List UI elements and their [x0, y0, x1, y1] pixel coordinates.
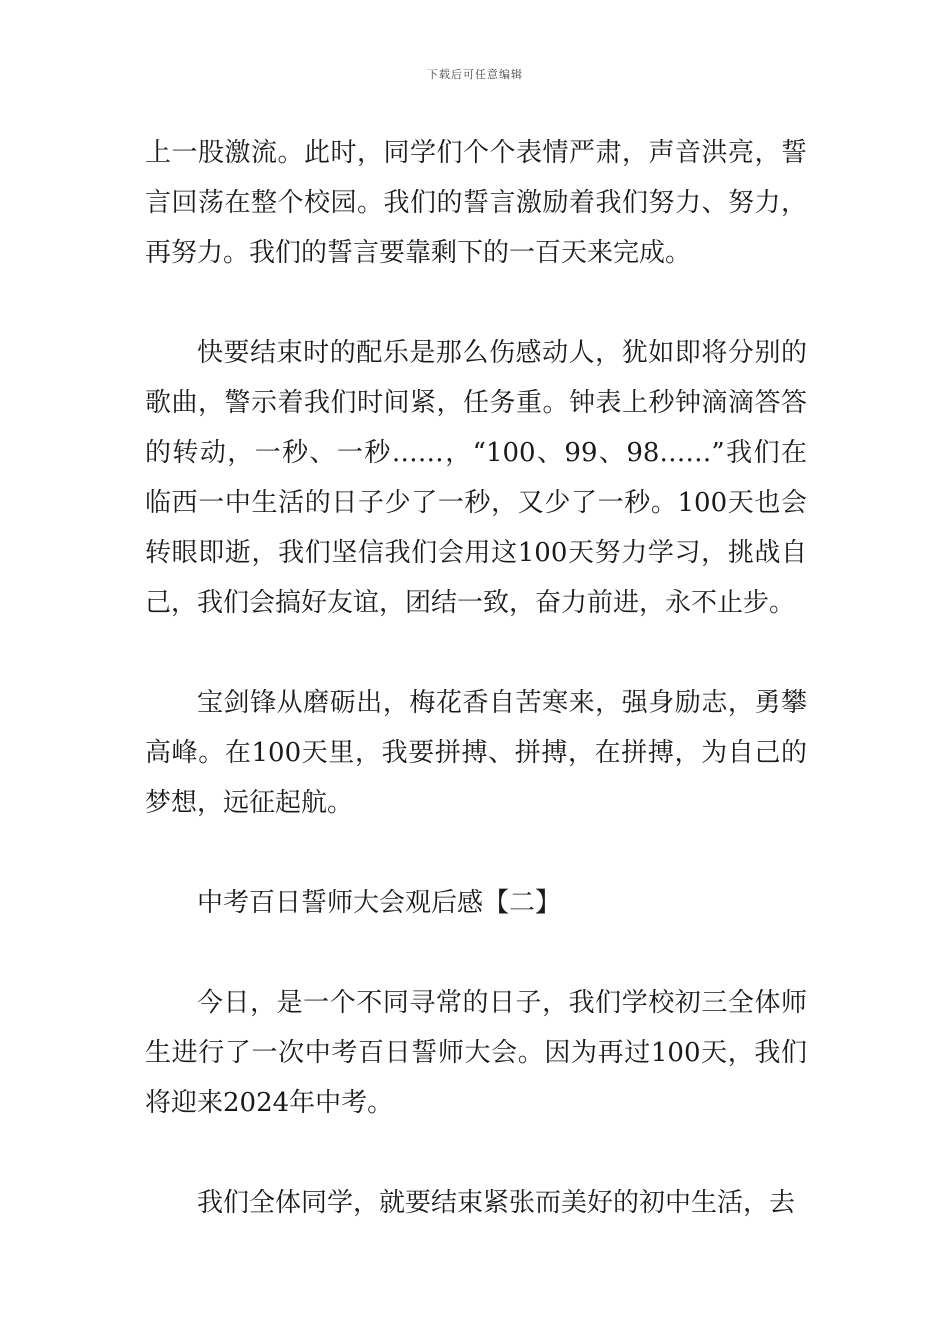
paragraph-motto: 宝剑锋从磨砺出，梅花香自苦寒来，强身励志，勇攀高峰。在100天里，我要拼搏、拼搏，在拼搏，为自己的梦想，远征起航。: [145, 688, 807, 818]
paragraph-classmates: 我们全体同学，就要结束紧张而美好的初中生活，去: [197, 1188, 796, 1218]
paragraph-today: 今日，是一个不同寻常的日子，我们学校初三全体师生进行了一次中考百日誓师大会。因为再过100天，我们将迎来2024年中考。: [145, 988, 807, 1118]
paragraph-continuation: 上一股激流。此时，同学们个个表情严肃，声音洪亮，誓言回荡在整个校园。我们的誓言激励着我们努力、努力，再努力。我们的誓言要靠剩下的一百天来完成。: [145, 138, 807, 268]
document-body: [145, 128, 807, 1228]
paragraph-music: 快要结束时的配乐是那么伤感动人，犹如即将分别的歌曲，警示着我们时间紧，任务重。钟表上秒钟滴滴答答的转动，一秒、一秒……，“100、99、98……”我们在临西一中生活的日子少了一秒，又少了一秒。100天也会转眼即逝，我们坚信我们会用这100天努力学习，挑战自己，我们会搞好友谊，团结一致，奋力前进，永不止步。: [145, 338, 807, 618]
page-header-note: 下载后可任意编辑: [427, 68, 523, 81]
section-heading: 中考百日誓师大会观后感【二】: [197, 888, 562, 918]
